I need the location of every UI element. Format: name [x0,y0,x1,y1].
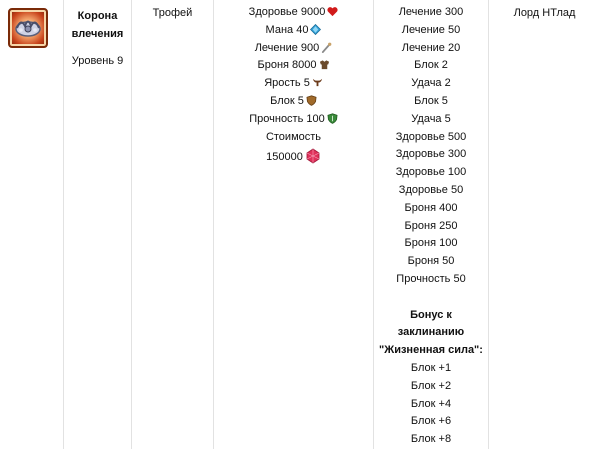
bonus-line: Блок 2 [414,59,448,72]
bonus-line: Удача 5 [411,112,451,125]
bonus-line: Лечение 20 [401,41,461,54]
stat-durability: Прочность 100 [214,111,373,129]
shield-icon [306,95,317,106]
source-name: Лорд НТлад [513,7,576,19]
spell-bonus-line: Блок +2 [410,379,452,392]
stats-cell [214,0,374,449]
durability-shield-icon [327,113,338,124]
stat-rage: Ярость 5 [214,75,373,93]
spell-bonus-line: Блок +4 [410,397,452,410]
bonus-line: Броня 100 [404,237,458,250]
bonus-line: Броня 250 [404,219,458,232]
bonus-line: Лечение 300 [398,6,464,18]
healing-wand-icon [321,42,332,53]
bonus-line: Блок 5 [414,94,448,107]
mana-crystal-icon [310,24,321,35]
spell-bonus-title: Бонус к [410,308,452,321]
bonus-line: Лечение 50 [401,23,461,36]
bonus-line: Здоровье 100 [395,166,467,179]
stat-block: Блок 5 [214,93,373,111]
bonus-line: Здоровье 500 [395,130,467,143]
spell-bonus-line: Блок +6 [410,415,452,428]
bonuses-cell [374,0,489,449]
cost-label: Стоимость [265,130,322,143]
bonus-line: Прочность 50 [396,272,466,285]
name-cell [64,0,132,449]
bonus-line: Здоровье 50 [398,183,464,196]
stat-health: Здоровье 9000 [214,4,373,22]
spacer [374,289,488,307]
type-cell [132,0,214,449]
bonus-line: Броня 50 [407,255,455,268]
spell-bonus-line: Блок +1 [410,361,452,374]
armor-icon [319,59,330,70]
item-name: Корона влечения [71,10,124,40]
stat-healing: Лечение 900 [214,40,373,58]
price: 150000 [214,146,373,168]
icon-cell [0,0,64,449]
bonus-line: Броня 400 [404,201,458,214]
spell-bonus-line: Блок +8 [410,433,452,446]
red-gem-icon [305,148,321,164]
crown-of-attraction-icon [8,8,48,48]
bull-horns-icon [312,77,323,88]
source-cell [489,0,600,449]
bonus-line: Здоровье 300 [395,148,467,161]
stat-armor: Броня 8000 [214,57,373,75]
item-level: Уровень 9 [71,55,124,67]
spell-bonus-title: заклинанию [397,326,465,339]
stat-mana: Мана 40 [214,22,373,40]
heart-icon [327,6,338,17]
bonus-line: Удача 2 [411,77,451,90]
spell-bonus-title: "Жизненная сила": [379,344,483,357]
item-type: Трофей [152,7,193,19]
